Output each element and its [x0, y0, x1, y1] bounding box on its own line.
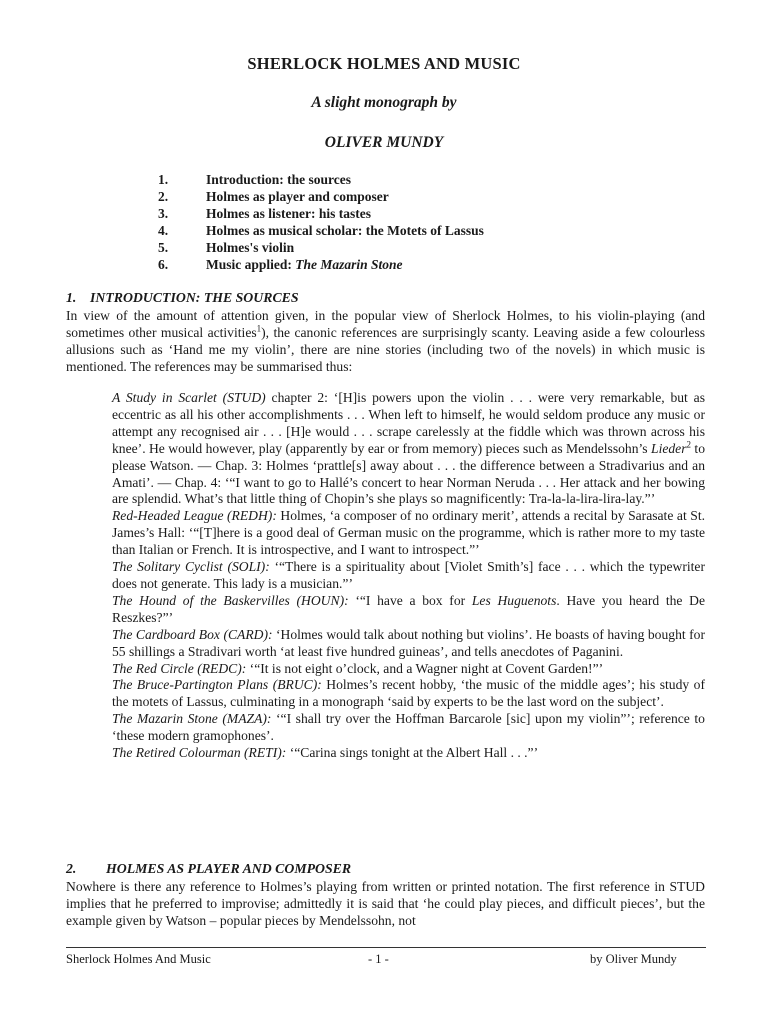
- toc-item-text: [206, 256, 403, 273]
- toc-item: [158, 188, 484, 205]
- reference-label: The Mazarin Stone (MAZA):: [112, 711, 272, 727]
- section-title: HOLMES AS PLAYER AND COMPOSER: [106, 861, 352, 876]
- reference-text: ‘Holmes would talk about nothing but violins’. He boasts of having bought for 55 shillings a Stradivari worth ‘at least five hundred guineas’, and tells anecdotes of Paganini.: [112, 626, 705, 659]
- toc-item-text: Holmes's violin: [206, 240, 295, 255]
- document-author: OLIVER MUNDY: [324, 134, 444, 151]
- paragraph-text: ), the canonic references are surprisingly scanty. Leaving aside a few colourless allusions such as ‘Hand me my violin’, there are nine stories (including two of the novels) in which music is mentioned. The references may be summarised thus:: [66, 325, 705, 374]
- reference-item: [112, 508, 705, 559]
- reference-list: [112, 390, 705, 762]
- reference-text: ‘“I have a box for: [348, 592, 472, 608]
- footer-title: Sherlock Holmes And Music: [66, 952, 211, 966]
- toc-item: [158, 205, 484, 222]
- reference-text: ‘“There is a spirituality about [Violet Smith’s] face . . . which the typewriter does not generate. This lady is a musician.”’: [112, 559, 705, 591]
- section-number: 2.: [66, 861, 77, 876]
- toc-item-number: 6.: [158, 257, 169, 272]
- reference-label: A Study in Scarlet (STUD): [112, 390, 266, 405]
- reference-label: Red-Headed League (REDH):: [112, 508, 277, 524]
- reference-label: The Cardboard Box (CARD):: [112, 626, 273, 642]
- footer-divider: [66, 947, 706, 948]
- reference-item: [112, 627, 705, 661]
- reference-item: [112, 559, 705, 593]
- reference-item: [112, 390, 705, 508]
- reference-text-italic: Les Huguenots: [471, 592, 557, 608]
- section-title: INTRODUCTION: THE SOURCES: [90, 290, 299, 305]
- page-number: - 1 -: [368, 952, 389, 966]
- document-subtitle: A slight monograph by: [311, 94, 457, 111]
- reference-label: The Hound of the Baskervilles (HOUN):: [112, 592, 349, 608]
- toc-item-number: 5.: [158, 240, 169, 255]
- reference-label: The Bruce-Partington Plans (BRUC):: [112, 677, 322, 693]
- reference-text: Holmes, ‘a composer of no ordinary merit’, attends a recital by Sarasate at St. James’s Hall: ‘“[T]here is a good deal of German music on the programme, which is rather more to my taste than Italian or French. It is introspective, and I want to introspect.”’: [112, 508, 705, 558]
- reference-text: Holmes’s recent hobby, ‘the music of the middle ages’; his study of the motets of Lassus, culminating in a monograph ‘said by experts to be the last word on the subject’.: [112, 677, 705, 710]
- footer-author: by Oliver Mundy: [590, 952, 677, 966]
- reference-text: . Have you heard the De Reszkes?”’: [112, 592, 706, 625]
- section-1-paragraph: [66, 307, 705, 375]
- section-1-heading: [66, 290, 706, 306]
- toc-item-text: Holmes as musical scholar: the Motets of Lassus: [206, 223, 484, 238]
- toc-item-text: Holmes as listener: his tastes: [206, 206, 371, 221]
- toc-item: [158, 239, 484, 256]
- reference-item: [112, 593, 705, 627]
- toc-item: [158, 171, 484, 188]
- section-2-paragraph: Nowhere is there any reference to Holmes’s playing from written or printed notation. The first reference in STUD implies that he preferred to improvise; admittedly it is said that ‘he could play pieces, and difficult pieces’, but the example given by Watson – popular pieces by Mendelssohn, not: [66, 879, 705, 928]
- toc-item-number: 2.: [158, 189, 169, 204]
- toc-item-text-italic: The Mazarin Stone: [295, 257, 403, 272]
- reference-text: to please Watson. — Chap. 3: Holmes ‘prattle[s] away about . . . the difference between a Stradivarius and an Amati’. — Chap. 4: ‘“I want to go to Hallé’s concert to hear Norman Neruda . . . Her attack and her bowing are splendid. What’s that little thing of Chopin’s she plays so magnificently: Tra-la-la-lira-lira-lay.”’: [112, 440, 705, 507]
- section-2-heading: [66, 861, 706, 877]
- toc-item-number: 1.: [158, 172, 169, 187]
- document-title: SHERLOCK HOLMES AND MUSIC: [247, 54, 521, 73]
- table-of-contents: [158, 171, 484, 273]
- toc-item: [158, 256, 484, 273]
- reference-label: The Red Circle (REDC):: [112, 660, 247, 676]
- reference-text-italic: Lieder: [651, 440, 687, 456]
- footnote-marker: 2: [686, 439, 692, 450]
- reference-label: The Retired Colourman (RETI):: [112, 745, 287, 761]
- reference-text: chapter 2: ‘[H]is powers upon the violin . . . were very remarkable, but as eccentric as all his other accomplishments . . . When left to himself, he would seldom produce any music or attempt any recognised air . . . [H]e would . . . scrape carelessly at the fiddle which was thrown across his knee’. He would however, play (apparently by ear or from memory) pieces such as Mendelssohn’s: [112, 390, 705, 456]
- toc-item-text-plain: Music applied:: [206, 257, 296, 272]
- reference-text: ‘“It is not eight o’clock, and a Wagner night at Covent Garden!”’: [246, 660, 604, 676]
- reference-item: [112, 677, 705, 711]
- toc-item: [158, 222, 484, 239]
- reference-item: [112, 661, 705, 678]
- reference-text: ‘“Carina sings tonight at the Albert Hall . . .”’: [286, 745, 539, 761]
- toc-item-number: 4.: [158, 223, 169, 238]
- reference-label: The Solitary Cyclist (SOLI):: [112, 559, 270, 575]
- reference-item: [112, 745, 705, 762]
- section-number: 1.: [66, 290, 77, 305]
- footnote-marker: 1: [256, 323, 262, 334]
- reference-item: [112, 711, 705, 745]
- toc-item-text: Introduction: the sources: [206, 172, 352, 187]
- reference-text: ‘“I shall try over the Hoffman Barcarole [sic] upon my violin”’; reference to ‘these modern gramophones’.: [112, 711, 705, 744]
- toc-item-text: Holmes as player and composer: [206, 189, 389, 204]
- paragraph-text: In view of the amount of attention given, in the popular view of Sherlock Holmes, to his violin-playing (and sometimes other musical activities: [66, 308, 705, 340]
- toc-item-number: 3.: [158, 206, 169, 221]
